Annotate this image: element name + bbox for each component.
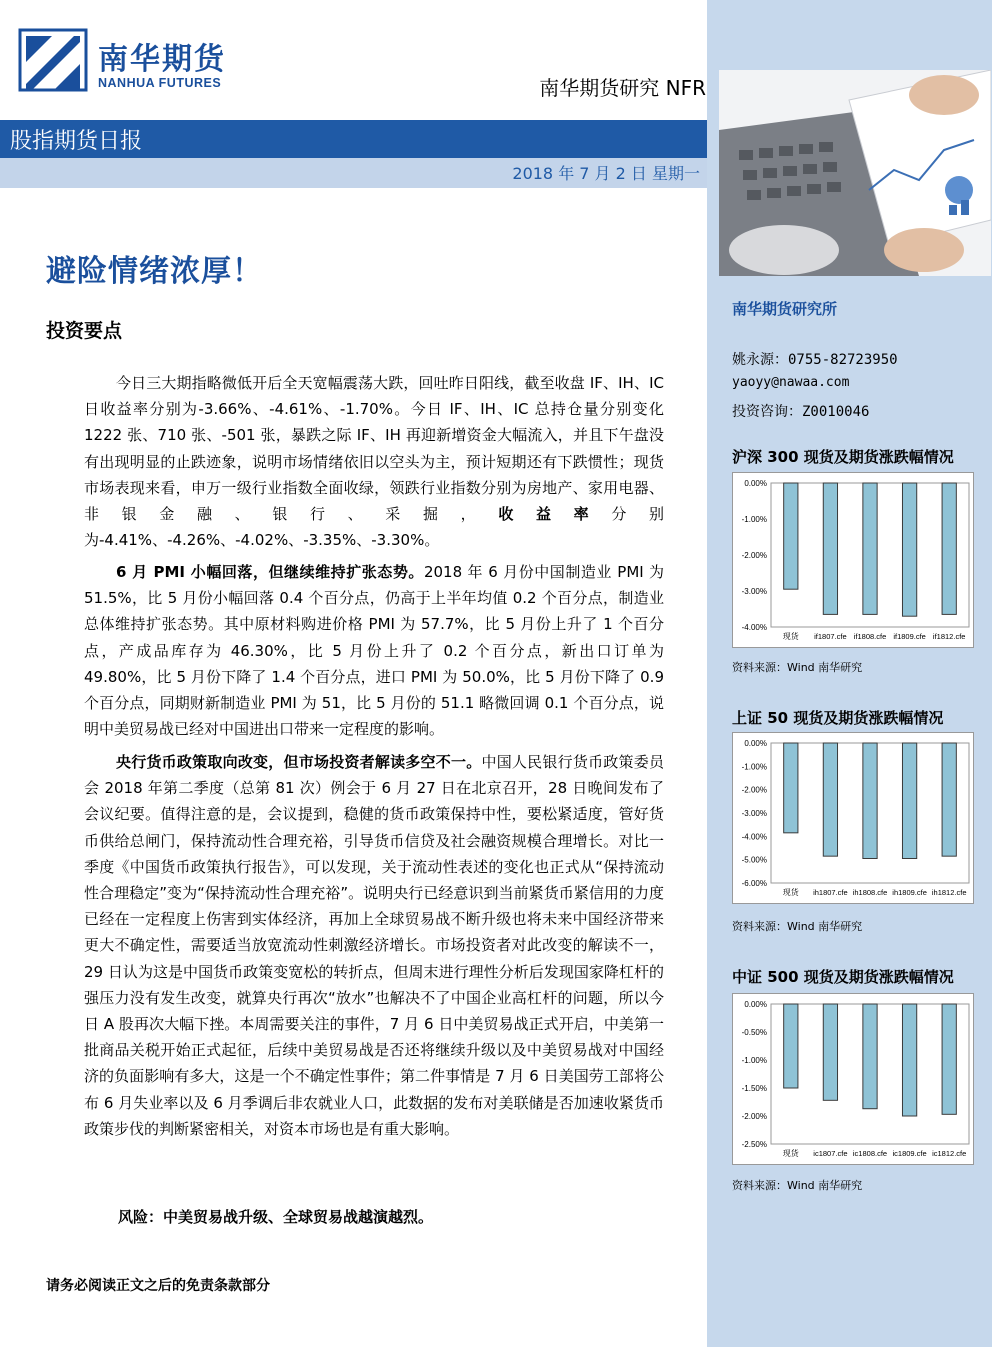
bar-ih1807.cfe	[823, 743, 837, 856]
report-type: 股指期货日报	[10, 129, 143, 154]
y-tick-label: -0.50%	[741, 1028, 767, 1037]
bar-ih1808.cfe	[863, 743, 877, 859]
headline: 避险情绪浓厚！	[46, 254, 263, 289]
y-tick-label: -2.50%	[741, 1140, 767, 1149]
bar-ic1809.cfe	[902, 1004, 916, 1116]
y-tick-label: -1.00%	[741, 762, 767, 772]
y-tick-label: -6.00%	[741, 879, 767, 888]
bar-if1812.cfe	[942, 483, 956, 614]
y-tick-label: -5.00%	[741, 855, 767, 865]
report-date: 2018 年 7 月 2 日 星期一	[512, 164, 700, 183]
chart-source-hs300: 资料来源：Wind 南华研究	[732, 661, 863, 674]
bar-现货	[784, 743, 798, 833]
y-tick-label: 0.00%	[744, 479, 767, 488]
p2-bold: 6 月 PMI 小幅回落，但继续维持扩张态势。	[116, 563, 424, 581]
report-series: 南华期货研究 NFR	[539, 76, 706, 100]
bar-if1807.cfe	[823, 483, 837, 614]
license-number: 投资咨询：Z0010046	[732, 404, 870, 420]
x-tick-label: if1807.cfe	[814, 632, 847, 641]
y-tick-label: -3.00%	[741, 587, 767, 596]
paragraph-market-summary	[84, 370, 664, 553]
chart-source-sz50: 资料来源：Wind 南华研究	[732, 920, 863, 933]
x-tick-label: 现货	[782, 888, 799, 897]
y-tick-label: -2.00%	[741, 1112, 767, 1121]
laptop-photo-image	[719, 70, 991, 276]
y-tick-label: -1.00%	[741, 1056, 767, 1065]
paragraph-monetary-policy	[84, 749, 664, 1142]
chart-title-sz50: 上证 50 现货及期货涨跌幅情况	[732, 709, 944, 727]
x-tick-label: ih1809.cfe	[892, 888, 927, 897]
y-tick-label: 0.00%	[744, 739, 767, 748]
y-tick-label: -3.00%	[741, 809, 767, 818]
x-tick-label: ic1807.cfe	[813, 1149, 848, 1158]
x-tick-label: 现货	[782, 632, 799, 641]
brand-name-cn: 南华期货	[98, 42, 226, 77]
bar-ic1812.cfe	[942, 1004, 956, 1114]
analyst-email: yaoyy@nawaa.com	[732, 375, 850, 390]
chart-hs300	[732, 472, 974, 648]
analyst-contact: 姚永源：0755-82723950	[732, 352, 898, 368]
chart-hs300-svg	[733, 473, 973, 647]
chart-sz50	[732, 732, 974, 904]
x-tick-label: if1808.cfe	[853, 632, 887, 641]
x-tick-label: ih1807.cfe	[813, 888, 848, 897]
nanhua-logo-icon	[18, 28, 88, 92]
y-tick-label: 0.00%	[744, 1000, 767, 1009]
p1-bold: 收益率	[498, 505, 612, 524]
chart-zz500-svg	[733, 994, 973, 1164]
risk-statement: 风险：中美贸易战升级、全球贸易战越演越烈。	[118, 1208, 434, 1226]
bar-ih1809.cfe	[902, 743, 916, 859]
p3-text: 中国人民银行货币政策委员会 2018 年第二季度（总第 81 次）例会于 6 月 27 日在北京召开，28 日晚间发布了会议纪要。值得注意的是，会议提到，稳健的货币政策保持中性，要松紧适度，管好货币供给总闸门，保持流动性合理充裕，引导货币信贷及社会融资规模合理增长。对比一季度《中国货币政策执行报告》，可以发现，关于流动性表述的变化也正式从“保持流动性合理稳定”变为“保持流动性合理充裕”。说明央行已经意识到当前紧货币紧信用的力度已经在一定程度上伤害到实体经济，再加上全球贸易战不断升级也将未来中国经济带来更大不确定性，需要适当放宽流动性刺激经济增长。市场投资者对此改变的解读不一，29 日认为这是中国货币政策变宽松的转折点，但周末进行理性分析后发现国家降杠杆的强压力没有发生改变，就算央行再次“放水”也解决不了中国企业高杠杆的问题，所以今日 A 股再次大幅下挫。本周需要关注的事件，7 月 6 日中美贸易战正式开启，中美第一批商品关税开始正式起征，后续中美贸易战是否还将继续升级以及中美贸易战对中国经济的负面影响有多大，这是一个不确定性事件；第二件事情是 7 月 6 日美国劳工部将公布 6 月失业率以及 6 月季调后非农就业人口，此数据的发布对美联储是否加速收紧货币政策步伐的判断紧密相关，对资本市场也是有重大影响。	[84, 753, 664, 1138]
bar-ih1812.cfe	[942, 743, 956, 856]
x-tick-label: if1812.cfe	[932, 632, 966, 641]
bar-现货	[784, 483, 798, 589]
y-tick-label: -2.00%	[741, 785, 767, 795]
chart-zz500	[732, 993, 974, 1165]
paragraph-pmi	[84, 559, 664, 742]
y-tick-label: -4.00%	[741, 832, 767, 842]
bar-ic1807.cfe	[823, 1004, 837, 1100]
x-tick-label: ih1808.cfe	[852, 888, 888, 897]
x-tick-label: if1809.cfe	[893, 632, 926, 641]
disclaimer: 请务必阅读正文之后的免责条款部分	[46, 1278, 270, 1294]
x-tick-label: ic1809.cfe	[892, 1149, 927, 1158]
section-heading: 投资要点	[46, 320, 123, 342]
brand-name-en: NANHUA FUTURES	[98, 76, 222, 90]
chart-source-zz500: 资料来源：Wind 南华研究	[732, 1179, 863, 1192]
bar-现货	[784, 1004, 798, 1088]
bar-if1809.cfe	[902, 483, 916, 616]
p2-text: 2018 年 6 月份中国制造业 PMI 为 51.5%，比 5 月份小幅回落 0.4 个百分点，仍高于上半年均值 0.2 个百分点，制造业总体维持扩张态势。其中原材料购进价格 PMI 为 57.7%，比 5 月份上升了 1 个百分点，产成品库存为 46.30%，比 5 月份上升了 0.2 个百分点，新出口订单为 49.80%，比 5 月份下降了 1.4 个百分点，进口 PMI 为 50.0%，比 5 月份下降了 0.9 个百分点，同期财新制造业 PMI 为 51，比 5 月份的 51.1 略微回调 0.1 个百分点，说明中美贸易战已经对中国进出口带来一定程度的影响。	[84, 563, 664, 739]
chart-title-hs300: 沪深 300 现货及期货涨跌幅情况	[732, 448, 954, 466]
x-tick-label: ic1808.cfe	[852, 1149, 888, 1158]
bar-if1808.cfe	[863, 483, 877, 614]
p1-tail: 分别为-4.41%、-4.26%、-4.02%、-3.35%、-3.30%。	[84, 505, 664, 550]
y-tick-label: -1.50%	[741, 1084, 767, 1093]
y-tick-label: -1.00%	[741, 515, 767, 524]
x-tick-label: 现货	[782, 1149, 799, 1158]
chart-sz50-svg	[733, 733, 973, 903]
research-institute: 南华期货研究所	[732, 300, 838, 318]
bar-ic1808.cfe	[863, 1004, 877, 1109]
y-tick-label: -2.00%	[741, 551, 767, 560]
x-tick-label: ih1812.cfe	[931, 888, 967, 897]
chart-title-zz500: 中证 500 现货及期货涨跌幅情况	[732, 968, 954, 986]
x-tick-label: ic1812.cfe	[932, 1149, 967, 1158]
y-tick-label: -4.00%	[741, 623, 767, 632]
p1-text: 今日三大期指略微低开后全天宽幅震荡大跌，回吐昨日阳线，截至收盘 IF、IH、IC 日收益率分别为-3.66%、-4.61%、-1.70%。今日 IF、IH、IC 总持仓量分别变化 1222 张、710 张、-501 张，暴跌之际 IF、IH 再迎新增资金大幅流入，并且下午盘没有出现明显的止跌迹象，说明市场情绪依旧以空头为主，预计短期还有下跌惯性；现货市场表现来看，申万一级行业指数全面收绿，领跌行业指数分别为房地产、家用电器、非银金融、银行、采掘，	[84, 374, 664, 524]
p3-bold: 央行货币政策取向改变，但市场投资者解读多空不一。	[116, 753, 482, 771]
